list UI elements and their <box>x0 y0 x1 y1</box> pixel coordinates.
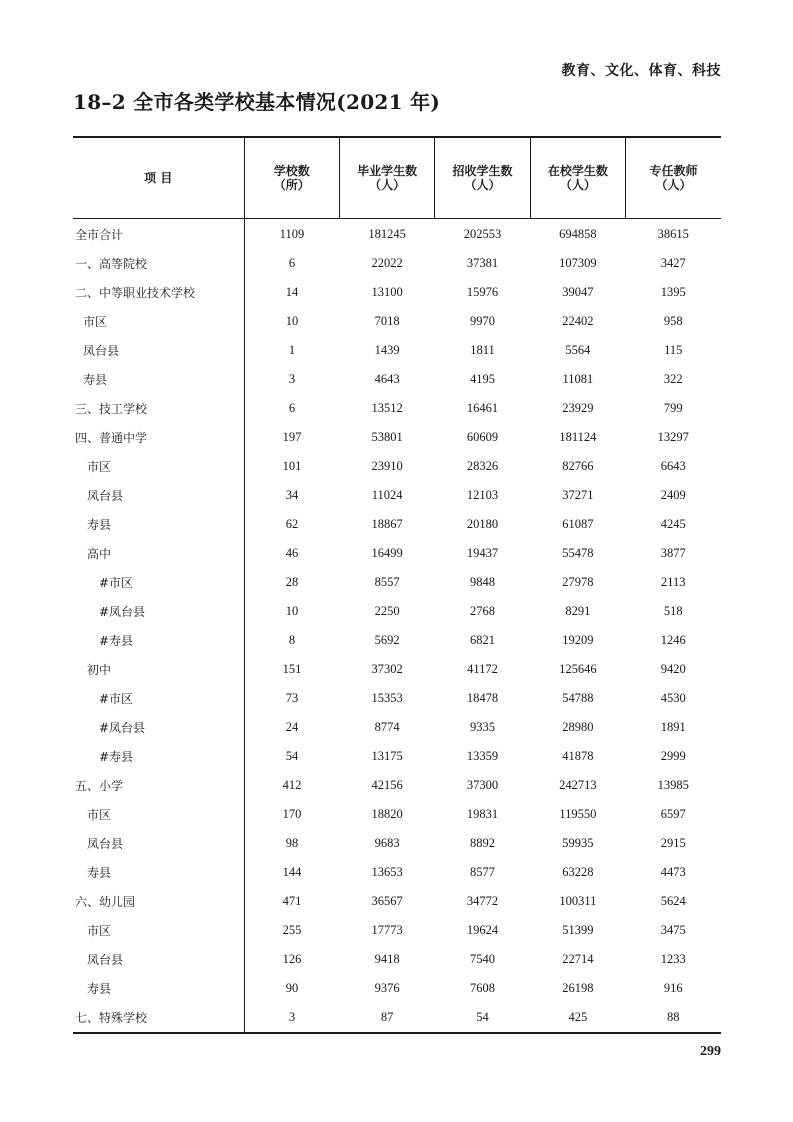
row-value: 181124 <box>559 430 597 444</box>
row-value: 126 <box>282 952 302 966</box>
row-value: 87 <box>339 1003 434 1033</box>
row-value: 15976 <box>466 285 499 299</box>
row-label: 市区 <box>73 307 244 336</box>
table-row <box>73 278 721 307</box>
table-row <box>73 336 721 365</box>
row-label: 寿县 <box>73 365 244 394</box>
row-value: 14 <box>285 285 299 299</box>
row-label: 七、特殊学校 <box>73 1003 244 1033</box>
row-label: #凤台县 <box>73 597 244 626</box>
row-value: 322 <box>663 372 683 386</box>
row-value: 144 <box>282 865 302 879</box>
row-value: 7608 <box>469 981 495 995</box>
table-row <box>73 452 721 481</box>
row-value: 18478 <box>466 691 499 705</box>
row-value: 3 <box>244 1003 339 1033</box>
table-row <box>73 219 721 250</box>
row-value: 1 <box>288 343 296 357</box>
row-value: 23929 <box>562 401 594 415</box>
row-value: 19831 <box>466 807 499 821</box>
row-value: 37300 <box>466 778 499 792</box>
row-value: 8557 <box>374 575 400 589</box>
header-item-label: 项 目 <box>144 171 173 185</box>
row-value: 125646 <box>559 662 597 676</box>
page-title: 18–2 全市各类学校基本情况(2021 年) <box>73 90 441 114</box>
row-value: 202553 <box>463 226 502 241</box>
row-value: 4195 <box>469 372 495 386</box>
table-row <box>73 974 721 1003</box>
row-value: 22402 <box>562 314 594 328</box>
row-label: 初中 <box>73 655 244 684</box>
row-value: 60609 <box>466 430 499 444</box>
row-label: 高中 <box>73 539 244 568</box>
row-value: 471 <box>282 894 302 908</box>
table-row <box>73 858 721 887</box>
row-value: 53801 <box>371 430 403 444</box>
row-value: 11024 <box>371 488 403 502</box>
row-label: 凤台县 <box>73 829 244 858</box>
table-row <box>73 945 721 974</box>
row-value: 27978 <box>562 575 594 589</box>
row-value: 10 <box>285 604 299 618</box>
row-value: 425 <box>530 1003 625 1033</box>
section-header: 教育、文化、体育、科技 <box>561 63 721 79</box>
table-row <box>73 510 721 539</box>
header-unit: （人） <box>464 178 501 192</box>
row-value: 7540 <box>469 952 495 966</box>
row-label: 凤台县 <box>73 336 244 365</box>
header-enrollment <box>435 137 530 219</box>
row-value: 15353 <box>371 691 403 705</box>
table-row <box>73 568 721 597</box>
row-value: 119550 <box>559 807 597 821</box>
table-row <box>73 887 721 916</box>
row-label: #凤台县 <box>73 713 244 742</box>
row-value: 88 <box>626 1003 721 1033</box>
row-value: 4473 <box>660 865 686 879</box>
row-value: 13653 <box>371 865 403 879</box>
row-value: 9848 <box>469 575 495 589</box>
row-label: 一、高等院校 <box>73 249 244 278</box>
row-value: 90 <box>285 981 299 995</box>
header-unit: （人） <box>655 178 692 192</box>
table-row <box>73 481 721 510</box>
row-value: 3 <box>288 372 296 386</box>
row-value: 37271 <box>562 488 594 502</box>
row-value: 10 <box>285 314 299 328</box>
row-value: 34772 <box>466 894 499 908</box>
row-value: 8892 <box>469 836 495 850</box>
row-value: 62 <box>285 517 299 531</box>
row-value: 11081 <box>562 372 594 386</box>
row-value: 115 <box>664 343 683 357</box>
row-value: 54788 <box>562 691 594 705</box>
row-value: 19437 <box>466 546 499 560</box>
row-value: 54 <box>435 1003 530 1033</box>
row-value: 412 <box>282 778 302 792</box>
row-value: 42156 <box>371 778 403 792</box>
row-value: 13175 <box>371 749 403 763</box>
row-value: 37381 <box>466 256 499 270</box>
row-label: 凤台县 <box>73 945 244 974</box>
row-value: 9970 <box>469 314 495 328</box>
row-value: 37302 <box>371 662 403 676</box>
row-value: 1811 <box>470 343 495 357</box>
row-value: 242713 <box>559 778 597 792</box>
row-value: 13359 <box>466 749 499 763</box>
statistics-table-container <box>73 136 721 1034</box>
row-value: 101 <box>282 459 302 473</box>
table-row <box>73 742 721 771</box>
row-label: 寿县 <box>73 510 244 539</box>
row-value: 24 <box>285 720 299 734</box>
row-label: 市区 <box>73 452 244 481</box>
row-value: 100311 <box>559 894 597 908</box>
row-value: 19624 <box>466 923 499 937</box>
row-label: 全市合计 <box>73 219 244 250</box>
row-value: 2915 <box>660 836 686 850</box>
row-value: 8577 <box>469 865 495 879</box>
row-value: 3877 <box>660 546 686 560</box>
row-value: 18867 <box>371 517 403 531</box>
header-unit: （人） <box>559 178 596 192</box>
row-value: 9335 <box>469 720 495 734</box>
row-value: 28326 <box>466 459 499 473</box>
table-row <box>73 916 721 945</box>
row-label: 寿县 <box>73 858 244 887</box>
row-value: 55478 <box>562 546 594 560</box>
row-label: 三、技工学校 <box>73 394 244 423</box>
row-label: 市区 <box>73 800 244 829</box>
row-label: 寿县 <box>73 974 244 1003</box>
row-value: 36567 <box>371 894 403 908</box>
page-number: 299 <box>700 1044 721 1059</box>
row-value: 255 <box>282 923 302 937</box>
row-value: 694858 <box>559 226 597 241</box>
row-value: 98 <box>285 836 299 850</box>
row-value: 9418 <box>374 952 400 966</box>
table-row <box>73 539 721 568</box>
row-value: 22022 <box>371 256 403 270</box>
row-value: 6597 <box>660 807 686 821</box>
table-header-row <box>73 137 721 219</box>
table-row <box>73 684 721 713</box>
row-value: 1109 <box>279 226 305 241</box>
row-value: 6643 <box>660 459 686 473</box>
row-value: 5692 <box>374 633 400 647</box>
table-row <box>73 249 721 278</box>
row-value: 46 <box>285 546 299 560</box>
row-value: 28980 <box>562 720 594 734</box>
row-value: 181245 <box>368 226 406 241</box>
row-value: 51399 <box>562 923 594 937</box>
row-value: 61087 <box>562 517 594 531</box>
row-value: 518 <box>663 604 683 618</box>
row-value: 8774 <box>374 720 400 734</box>
table-body <box>73 219 721 1034</box>
header-graduates <box>339 137 434 219</box>
row-value: 41172 <box>467 662 498 676</box>
table-row <box>73 365 721 394</box>
table-row <box>73 423 721 452</box>
table-row <box>73 626 721 655</box>
row-value: 1233 <box>660 952 686 966</box>
table-row <box>73 800 721 829</box>
row-value: 23910 <box>371 459 403 473</box>
row-value: 4643 <box>374 372 400 386</box>
table-row <box>73 713 721 742</box>
row-value: 2409 <box>660 488 686 502</box>
header-unit: （所） <box>273 178 310 192</box>
row-value: 2250 <box>374 604 400 618</box>
table-row <box>73 394 721 423</box>
row-value: 799 <box>663 401 683 415</box>
row-value: 13297 <box>657 430 689 444</box>
table-row <box>73 597 721 626</box>
row-value: 916 <box>663 981 683 995</box>
row-value: 13512 <box>371 401 403 415</box>
row-value: 17773 <box>371 923 403 937</box>
row-value: 2768 <box>469 604 495 618</box>
row-value: 7018 <box>374 314 400 328</box>
row-value: 8291 <box>565 604 591 618</box>
row-label: 凤台县 <box>73 481 244 510</box>
row-value: 8 <box>288 633 296 647</box>
row-value: 958 <box>663 314 683 328</box>
header-label: 学校数 <box>273 164 310 178</box>
row-label: #寿县 <box>73 626 244 655</box>
table-row <box>73 307 721 336</box>
row-value: 82766 <box>562 459 594 473</box>
row-value: 9420 <box>660 662 686 676</box>
header-item <box>73 137 244 219</box>
row-value: 2113 <box>661 575 686 589</box>
row-value: 2999 <box>660 749 686 763</box>
table-row <box>73 771 721 800</box>
row-label: 市区 <box>73 916 244 945</box>
row-label: 五、小学 <box>73 771 244 800</box>
row-value: 5624 <box>660 894 686 908</box>
row-label: 二、中等职业技术学校 <box>73 278 244 307</box>
row-value: 59935 <box>562 836 594 850</box>
row-value: 63228 <box>562 865 594 879</box>
row-value: 6 <box>288 401 296 415</box>
row-value: 20180 <box>466 517 499 531</box>
row-value: 1439 <box>374 343 400 357</box>
row-value: 1891 <box>660 720 686 734</box>
table-row <box>73 829 721 858</box>
row-value: 41878 <box>562 749 594 763</box>
header-unit: （人） <box>369 178 406 192</box>
header-teachers <box>626 137 721 219</box>
row-value: 9683 <box>374 836 400 850</box>
row-value: 26198 <box>562 981 594 995</box>
row-value: 4530 <box>660 691 686 705</box>
row-value: 5564 <box>565 343 591 357</box>
row-value: 3427 <box>660 256 686 270</box>
row-label: 六、幼儿园 <box>73 887 244 916</box>
row-value: 151 <box>282 662 302 676</box>
row-value: 13985 <box>657 778 689 792</box>
row-value: 16461 <box>466 401 499 415</box>
header-label: 毕业学生数 <box>357 164 418 178</box>
row-value: 19209 <box>562 633 594 647</box>
row-value: 197 <box>282 430 302 444</box>
row-value: 16499 <box>371 546 403 560</box>
row-label: 四、普通中学 <box>73 423 244 452</box>
row-value: 3475 <box>660 923 686 937</box>
row-value: 13100 <box>371 285 403 299</box>
row-value: 9376 <box>374 981 400 995</box>
row-value: 34 <box>285 488 299 502</box>
table-row <box>73 1003 721 1033</box>
row-value: 54 <box>285 749 299 763</box>
row-value: 73 <box>285 691 299 705</box>
table-row <box>73 655 721 684</box>
row-value: 39047 <box>562 285 594 299</box>
row-value: 6 <box>288 256 296 270</box>
header-label: 招收学生数 <box>452 164 513 178</box>
row-value: 107309 <box>559 256 597 270</box>
row-label: #市区 <box>73 684 244 713</box>
row-value: 1395 <box>660 285 686 299</box>
school-statistics-table <box>73 136 721 1034</box>
row-value: 6821 <box>469 633 495 647</box>
row-value: 12103 <box>466 488 499 502</box>
row-label: #寿县 <box>73 742 244 771</box>
header-label: 专任教师 <box>649 164 698 178</box>
row-label: #市区 <box>73 568 244 597</box>
row-value: 1246 <box>660 633 686 647</box>
row-value: 38615 <box>657 226 689 241</box>
header-students <box>530 137 625 219</box>
row-value: 28 <box>285 575 299 589</box>
row-value: 22714 <box>562 952 594 966</box>
header-school-count <box>244 137 339 219</box>
header-label: 在校学生数 <box>547 164 608 178</box>
row-value: 4245 <box>660 517 686 531</box>
row-value: 170 <box>282 807 302 821</box>
row-value: 18820 <box>371 807 403 821</box>
